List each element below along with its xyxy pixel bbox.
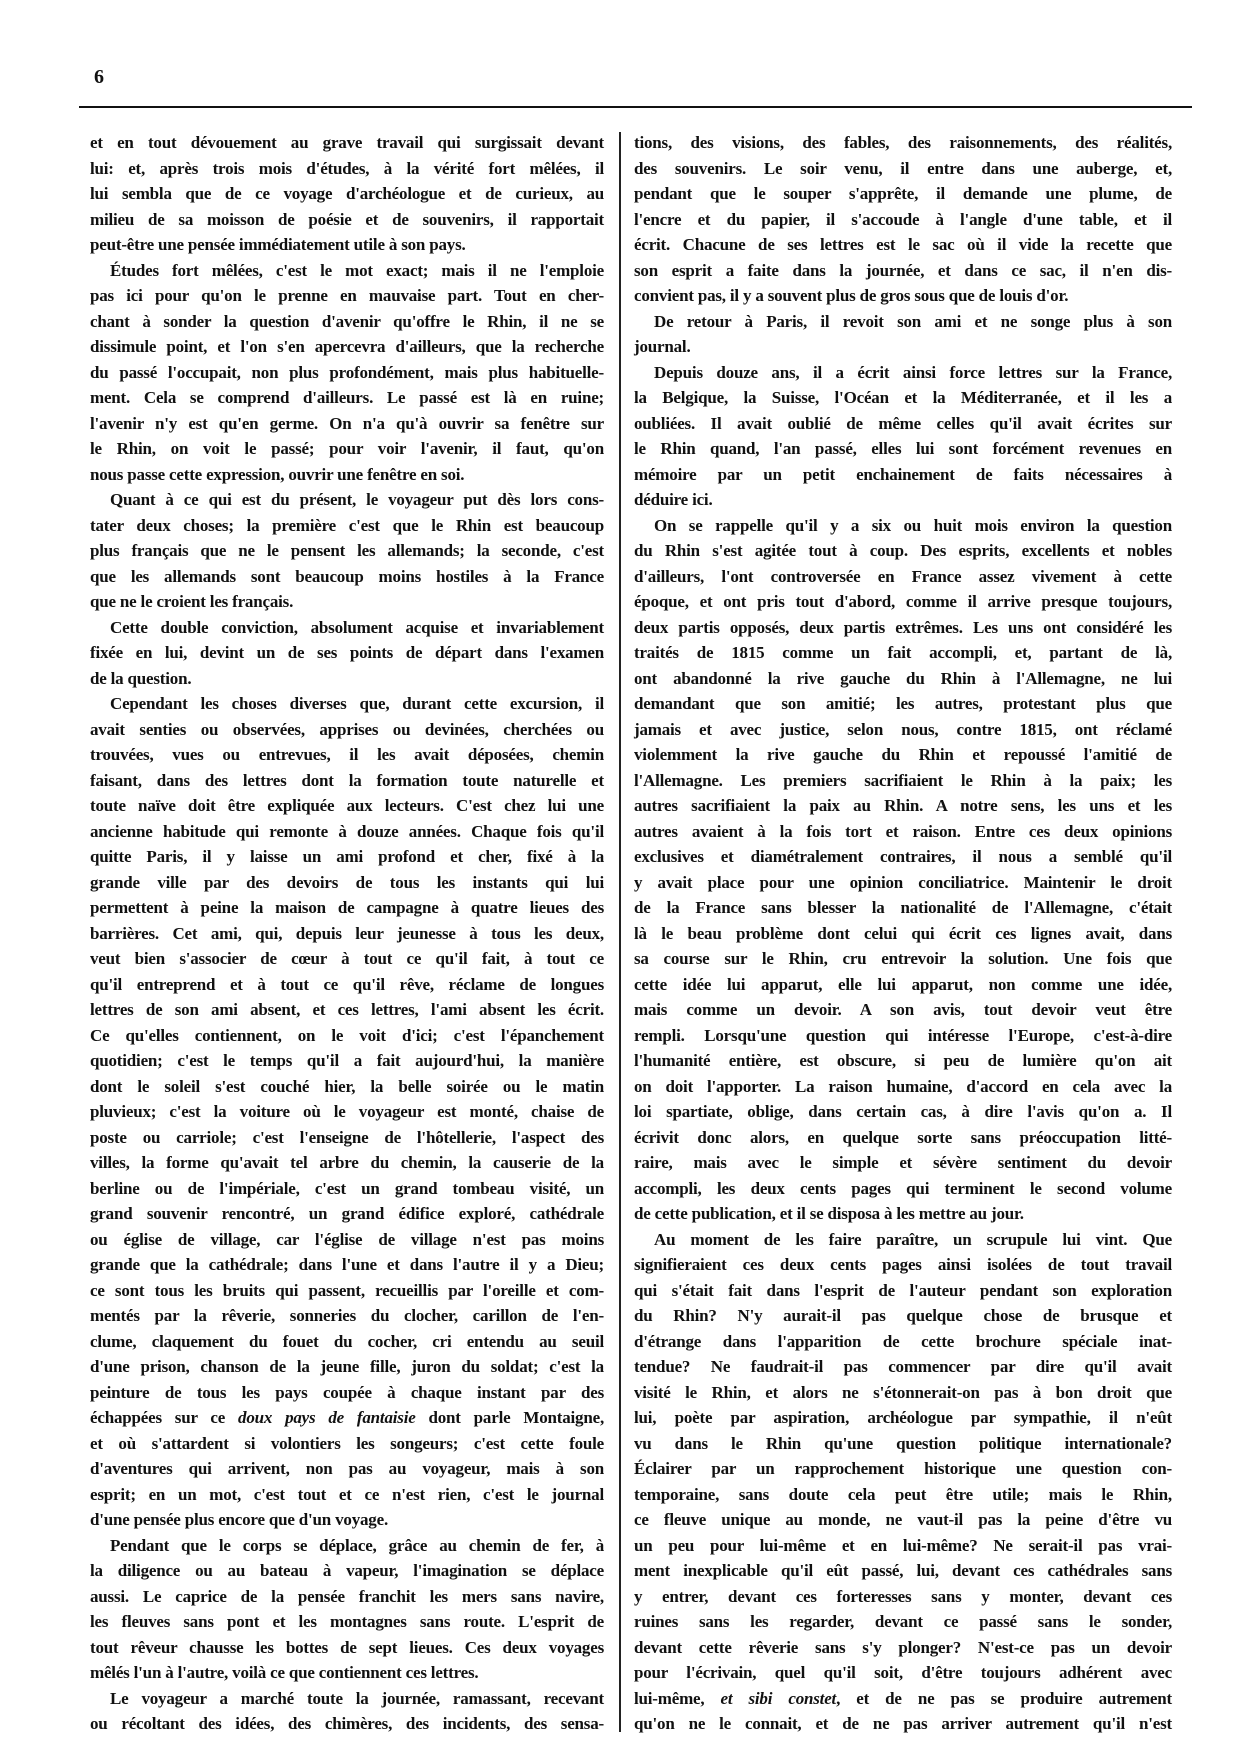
text-line: peinture de tous les pays coupée à chaque instant par des <box>90 1382 604 1402</box>
text-line: là le beau problème dont celui qui écrit ces lignes avait, dans <box>634 923 1172 943</box>
text-line: un peu pour lui-même et en lui-même? Ne serait-il pas vrai- <box>634 1535 1172 1555</box>
text-line: ont abandonné la rive gauche du Rhin à l'Allemagne, ne lui <box>634 668 1172 688</box>
text-line: y avait place pour une opinion conciliatrice. Maintenir le droit <box>634 872 1172 892</box>
text-line: pas ici pour qu'on le prenne en mauvaise part. Tout en cher- <box>90 286 604 305</box>
text-line: ment. Cela se comprend d'ailleurs. Le passé est là en ruine; <box>90 388 604 407</box>
text-line: ce fleuve unique au monde, ne vaut-il pas la peine d'être vu <box>634 1510 1172 1529</box>
text-line: du passé l'occupait, non plus profondément, mais plus habituelle- <box>90 362 604 382</box>
text-line: et où s'attardent si volontiers les songeurs; c'est cette foule <box>90 1433 604 1453</box>
text-line: ruines sans les regarder, devant ce passé sans le sonder, <box>634 1612 1172 1631</box>
text-line: mais comme un devoir. A son avis, tout devoir veut être <box>634 1000 1172 1019</box>
text-line: grande ville par des devoirs de tous les instants qui lui <box>90 872 604 892</box>
text-line: ce sont tous les bruits qui passent, recueillis par l'oreille et com- <box>90 1280 604 1300</box>
text-line: loi spartiate, oblige, dans certain cas, à dire l'avis qu'on a. Il <box>634 1102 1172 1121</box>
text-line: jamais et avec justice, selon nous, contre 1815, ont réclamé <box>634 719 1172 739</box>
text-line: la diligence ou au bateau à vapeur, l'imagination se déplace <box>90 1561 604 1580</box>
text-line: poste ou carriole; c'est l'enseigne de l'hôtellerie, l'aspect des <box>90 1127 604 1147</box>
text-line: Cependant les choses diverses que, durant cette excursion, il <box>110 694 604 713</box>
text-line: nous passe cette expression, ouvrir une fenêtre en soi. <box>90 464 465 484</box>
text-line: clume, claquement du fouet du cocher, cri entendu au seuil <box>90 1331 604 1351</box>
text-line: l'humanité entière, est obscure, si peu de lumière qu'on ait <box>634 1051 1172 1070</box>
text-line: les fleuves sans pont et les montagnes sans route. L'esprit de <box>90 1612 604 1631</box>
text-line: d'une pensée plus encore que d'un voyage. <box>90 1510 389 1529</box>
text-line: de la France sans blesser la nationalité de l'Allemagne, c'était <box>634 898 1172 917</box>
column-divider <box>619 132 621 1732</box>
text-line: signifieraient ces deux cents pages ainsi isolées de tout travail <box>634 1255 1172 1274</box>
text-line: que ne le croient les français. <box>90 592 294 611</box>
text-line: tions, des visions, des fables, des raisonnements, des réalités, <box>634 133 1172 152</box>
text-line: ou église de village, car l'église de village n'est pas moins <box>90 1229 604 1249</box>
text-line: Cette double conviction, absolument acquise et invariablement <box>110 617 604 637</box>
text-line: grande que la cathédrale; dans l'une et dans l'autre il y a Dieu; <box>90 1255 604 1274</box>
italic-phrase: et sibi constet <box>720 1688 837 1708</box>
text-line: de la question. <box>90 668 192 688</box>
text-line: Le voyageur a marché toute la journée, ramassant, recevant <box>110 1688 604 1708</box>
text-line: déduire ici. <box>634 490 713 509</box>
text-line: que les allemands sont beaucoup moins hostiles à la France <box>90 566 604 586</box>
text-line: quitte Paris, il y laisse un ami profond et cher, fixé à la <box>90 847 604 866</box>
italic-phrase: doux pays de fantaisie <box>238 1408 416 1427</box>
text-line: du Rhin? N'y aurait-il pas quelque chose de brusque et <box>634 1306 1172 1325</box>
text-line: journal. <box>634 337 691 356</box>
text-line: autres sacrifiaient la paix au Rhin. A notre sens, les uns et les <box>634 796 1172 815</box>
text-line: On se rappelle qu'il y a six ou huit mois environ la question <box>654 515 1172 535</box>
text-line: peut-être une pensée immédiatement utile à son pays. <box>90 235 466 254</box>
text-line <box>634 1686 1172 1712</box>
text-line: la Belgique, la Suisse, l'Océan et la Méditerranée, et il les a <box>634 388 1172 407</box>
text-line: veut bien s'associer de cœur à tout ce qu'il fait, à tout ce <box>90 949 604 968</box>
text-line: berline ou de l'impériale, c'est un grand tombeau visité, un <box>90 1178 604 1198</box>
text-line: l'avenir n'y est qu'en germe. On n'a qu'à ouvrir sa fenêtre sur <box>90 413 604 433</box>
text-line: qu'il entreprend et à tout ce qu'il rêve, réclame de longues <box>90 974 604 994</box>
text-line: avait senties ou observées, apprises ou devinées, cherchées ou <box>90 719 604 739</box>
text-line: exclusives et diamétralement contraires, il nous a semblé qu'il <box>634 847 1172 866</box>
text-line: lui: et, après trois mois d'études, à la vérité fort mêlées, il <box>90 158 604 178</box>
text-line: d'ailleurs, l'ont controversée en France assez vivement à cette <box>634 566 1172 586</box>
text-line: De retour à Paris, il revoit son ami et ne songe plus à son <box>654 311 1172 331</box>
left-column <box>90 130 604 1737</box>
text-line: pendant que le souper s'apprête, il demande une plume, de <box>634 184 1172 203</box>
text-line: le Rhin quand, l'an passé, elles lui sont forcément revenues en <box>634 439 1172 458</box>
text-line: Études fort mêlées, c'est le mot exact; mais il ne l'emploie <box>110 260 604 280</box>
text-line: demandant que son amitié; les autres, protestant plus que <box>634 694 1172 713</box>
text-line: l'Allemagne. Les premiers sacrifiaient le Rhin à la paix; les <box>634 770 1172 790</box>
text-line: sa course sur le Rhin, cru entrevoir la solution. Une fois que <box>634 949 1172 968</box>
text-line: dont le soleil s'est couché hier, la belle soirée ou le matin <box>90 1076 604 1096</box>
text-line: grand souvenir rencontré, un grand édifice exploré, cathédrale <box>90 1204 604 1223</box>
text-line: d'étrange dans l'apparition de cette brochure spéciale inat- <box>634 1331 1172 1351</box>
text-line: tater deux choses; la première c'est que le Rhin est beaucoup <box>90 515 604 535</box>
text-line: ment inexplicable qu'il eût passé, lui, devant ces cathédrales sans <box>634 1561 1172 1580</box>
text-line: le Rhin, on voit le passé; pour voir l'avenir, il faut, qu'on <box>90 439 604 458</box>
text-line: ou récoltant des idées, des chimères, des incidents, des sensa- <box>90 1714 604 1733</box>
text-line: de cette publication, et il se disposa à les mettre au jour. <box>634 1204 1024 1223</box>
right-column <box>634 130 1172 1737</box>
text-line: y entrer, devant ces forteresses sans y monter, devant ces <box>634 1586 1172 1606</box>
text-line: plus français que ne le pensent les allemands; la seconde, c'est <box>90 541 604 560</box>
text-line: deux partis opposés, deux partis extrêmes. Les uns ont considéré les <box>634 617 1172 637</box>
text-line: mémoire par un petit enchainement de faits nécessaires à <box>634 464 1172 484</box>
text-line: tout rêveur chausse les bottes de sept lieues. Ces deux voyages <box>90 1637 604 1657</box>
text-segment: échappées sur ce <box>90 1408 239 1427</box>
text-line: du Rhin s'est agitée tout à coup. Des esprits, excellents et nobles <box>634 541 1172 560</box>
text-line: permettent à peine la maison de campagne à quatre lieues des <box>90 898 604 917</box>
text-line: chant à sonder la question d'avenir qu'offre le Rhin, il ne se <box>90 311 604 331</box>
text-line: Éclairer par un rapprochement historique une question con- <box>634 1459 1172 1478</box>
text-line: faisant, dans des lettres dont la formation toute naturelle et <box>90 770 604 790</box>
text-line: trouvées, vues ou entrevues, il les avait déposées, chemin <box>90 745 604 764</box>
text-line: Au moment de les faire paraître, un scrupule lui vint. Que <box>654 1229 1172 1249</box>
text-line: toute naïve doit être expliquée aux lecteurs. C'est chez lui une <box>90 796 604 815</box>
text-line: Ce qu'elles contiennent, on le voit d'ici; c'est l'épanchement <box>90 1025 604 1045</box>
text-line: vu dans le Rhin qu'une question politique internationale? <box>634 1433 1172 1453</box>
text-line: lui, poète par aspiration, archéologue par sympathie, il n'eût <box>634 1408 1172 1427</box>
text-line: violemment la rive gauche du Rhin et repoussé l'amitié de <box>634 745 1172 764</box>
text-line: écrivit donc alors, en quelque sorte sans préoccupation litté- <box>634 1127 1172 1147</box>
text-line: des souvenirs. Le soir venu, il entre dans une auberge, et, <box>634 158 1172 178</box>
text-segment: lui-même, <box>634 1688 721 1708</box>
text-line: Quant à ce qui est du présent, le voyageur put dès lors cons- <box>110 490 604 509</box>
text-line: d'aventures qui arrivent, non pas au voyageur, mais à son <box>90 1459 604 1478</box>
text-line: ancienne habitude qui remonte à douze années. Chaque fois qu'il <box>90 821 604 841</box>
text-line: qu'on ne le connait, et de ne pas arriver autrement qu'il n'est <box>634 1714 1172 1733</box>
text-line: temporaine, sans doute cela peut être utile; mais le Rhin, <box>634 1484 1172 1504</box>
text-line: visité le Rhin, et alors ne s'étonnerait-on pas à bon droit que <box>634 1382 1172 1402</box>
text-line: accompli, les deux cents pages qui terminent le second volume <box>634 1178 1172 1198</box>
text-line: devant cette rêverie sans s'y plonger? N'est-ce pas un devoir <box>634 1637 1172 1657</box>
text-line: fixée en lui, devint un de ses points de départ dans l'examen <box>90 643 604 662</box>
text-line: quotidien; c'est le temps qu'il a fait aujourd'hui, la manière <box>90 1051 604 1070</box>
text-line: tendue? Ne faudrait-il pas commencer par dire qu'il avait <box>634 1357 1172 1376</box>
text-line: époque, et ont pris tout d'abord, comme il arrive presque toujours, <box>634 592 1172 611</box>
text-line: Depuis douze ans, il a écrit ainsi force lettres sur la France, <box>654 362 1172 382</box>
text-line: villes, la forme qu'avait tel arbre du chemin, la causerie de la <box>90 1153 604 1172</box>
page-number: 6 <box>94 66 104 88</box>
text-line: pour l'écrivain, quel qu'il soit, d'être toujours adhérent avec <box>634 1663 1172 1682</box>
text-line: l'encre et du papier, il s'accoude à l'angle d'une table, et il <box>634 209 1172 229</box>
text-line: rempli. Lorsqu'une question qui intéresse l'Europe, c'est-à-dire <box>634 1025 1172 1045</box>
header-rule <box>79 106 1192 108</box>
text-line: convient pas, il y a souvent plus de gros sous que de louis d'or. <box>634 286 1069 305</box>
text-line: esprit; en un mot, c'est tout et ce n'est rien, c'est le journal <box>90 1484 604 1504</box>
text-line: et en tout dévouement au grave travail qui surgissait devant <box>90 133 604 152</box>
text-line: d'une prison, chanson de la jeune fille, juron du soldat; c'est la <box>90 1357 604 1376</box>
text-line: Pendant que le corps se déplace, grâce au chemin de fer, à <box>110 1535 604 1555</box>
text-line: son esprit a faite dans la journée, et dans ce sac, il n'en dis- <box>634 260 1172 280</box>
text-line: lettres de son ami absent, et ces lettres, l'ami absent les écrit. <box>90 1000 604 1019</box>
text-line: écrit. Chacune de ses lettres est le sac où il vide la recette que <box>634 235 1172 254</box>
text-line: mêlés l'un à l'autre, voilà ce que contiennent ces lettres. <box>90 1663 479 1682</box>
text-line: on doit l'apporter. La raison humaine, d'accord en cela avec la <box>634 1076 1172 1096</box>
text-line: qui s'était fait dans l'esprit de l'auteur pendant son exploration <box>634 1280 1172 1300</box>
text-line: raire, mais avec le simple et sévère sentiment du devoir <box>634 1153 1172 1172</box>
text-line: cette idée lui apparut, elle lui apparut, non comme une idée, <box>634 974 1172 994</box>
text-line: traités de 1815 comme un fait accompli, et, partant de là, <box>634 643 1172 662</box>
text-segment: , et de ne pas se produire autrement <box>836 1688 1172 1708</box>
text-line <box>90 1405 604 1431</box>
text-line: barrières. Cet ami, qui, depuis leur jeunesse à tous les deux, <box>90 923 604 943</box>
text-line: aussi. Le caprice de la pensée franchit les mers sans navire, <box>90 1586 604 1606</box>
text-line: lui sembla que de ce voyage d'archéologue et de curieux, au <box>90 184 604 203</box>
text-line: dissimule point, et l'on s'en apercevra d'ailleurs, que la recherche <box>90 337 604 356</box>
text-segment: dont parle Montaigne, <box>415 1408 604 1427</box>
text-line: autres avaient à la fois tort et raison. Entre ces deux opinions <box>634 821 1172 841</box>
text-line: mentés par la rêverie, sonneries du clocher, carillon de l'en- <box>90 1306 604 1325</box>
text-line: oubliées. Il avait oublié de même celles qu'il avait écrites sur <box>634 413 1172 433</box>
text-line: milieu de sa moisson de poésie et de souvenirs, il rapportait <box>90 209 604 229</box>
text-line: pluvieux; c'est la voiture où le voyageur est monté, chaise de <box>90 1102 604 1121</box>
